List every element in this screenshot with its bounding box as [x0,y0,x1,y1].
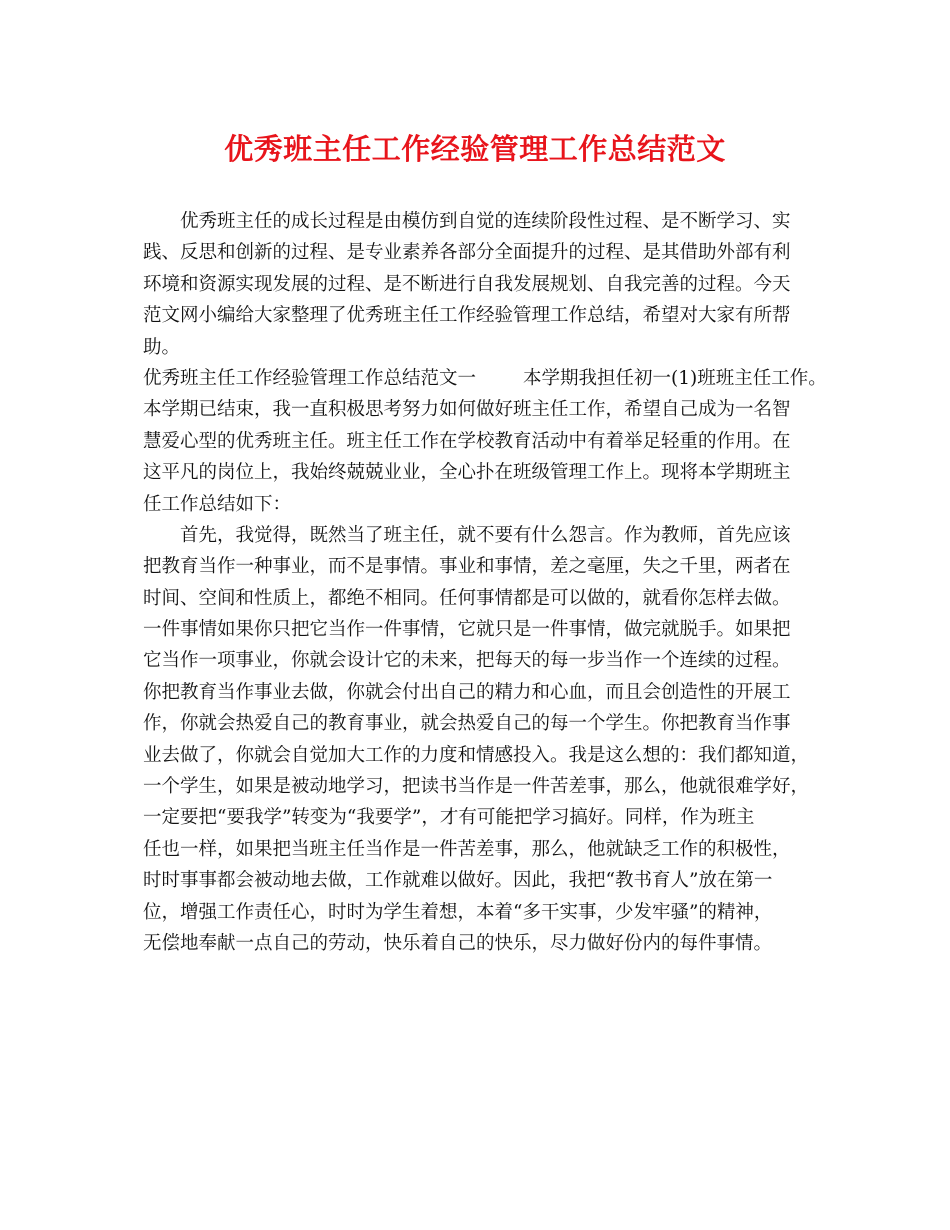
body-text-line: 环境和资源实现发展的过程、是不断进行自我发展规划、自我完善的过程。今天 [143,273,791,295]
body-text-line: 本学期已结束，我一直积极思考努力如何做好班主任工作，希望自己成为一名智 [143,399,791,421]
body-text-line: 首先，我觉得，既然当了班主任，就不要有什么怨言。作为教师，首先应该 [180,524,791,546]
body-text-line: 一件事情如果你只把它当作一件事情，它就只是一件事情，做完就脱手。如果把 [143,619,791,641]
body-text-line: 时时事事都会被动地去做，工作就难以做好。因此，我把“教书育人”放在第一 [143,870,773,892]
body-text-line: 它当作一项事业，你就会设计它的未来，把每天的每一步当作一个连续的过程。 [143,650,791,672]
body-text-line: 业去做了，你就会自觉加大工作的力度和情感投入。我是这么想的：我们都知道， [143,744,810,766]
body-text-line: 任也一样，如果把当班主任当作是一件苦差事，那么，他就缺乏工作的积极性， [143,838,791,860]
body-text-line: 作，你就会热爱自己的教育事业，就会热爱自己的每一个学生。你把教育当作事 [143,713,791,735]
document-title: 优秀班主任工作经验管理工作总结范文 [224,132,726,166]
body-text-line: 助。 [143,336,181,358]
body-text-line: 这平凡的岗位上，我始终兢兢业业，全心扑在班级管理工作上。现将本学期班主 [143,462,791,484]
body-text-line: 慧爱心型的优秀班主任。班主任工作在学校教育活动中有着举足轻重的作用。在 [143,430,791,452]
body-text-line: 任工作总结如下： [143,493,292,515]
document-body [143,206,827,959]
body-text-line: 范文网小编给大家整理了优秀班主任工作经验管理工作总结，希望对大家有所帮 [143,305,791,327]
body-text-line: 优秀班主任工作经验管理工作总结范文一 本学期我担任初一(1)班班主任工作。 [143,367,827,389]
body-text-line: 位，增强工作责任心，时时为学生着想，本着“多干实事，少发牢骚”的精神， [143,901,773,923]
body-text-line: 优秀班主任的成长过程是由模仿到自觉的连续阶段性过程、是不断学习、实 [180,211,791,232]
body-text-line: 无偿地奉献一点自己的劳动，快乐着自己的快乐，尽力做好份内的每件事情。 [143,932,773,954]
body-text-line: 你把教育当作事业去做，你就会付出自己的精力和心血，而且会创造性的开展工 [143,681,791,703]
body-text-line: 践、反思和创新的过程、是专业素养各部分全面提升的过程、是其借助外部有利 [143,242,791,264]
body-text-line: 一个学生，如果是被动地学习，把读书当作是一件苦差事，那么，他就很难学好， [143,776,810,798]
body-text-line: 一定要把“要我学”转变为“我要学”，才有可能把学习搞好。同样，作为班主 [143,807,755,829]
body-text-line: 把教育当作一种事业，而不是事情。事业和事情，差之毫厘，失之千里，两者在 [143,556,791,578]
body-text-line: 时间、空间和性质上，都绝不相同。任何事情都是可以做的，就看你怎样去做。 [143,587,791,609]
